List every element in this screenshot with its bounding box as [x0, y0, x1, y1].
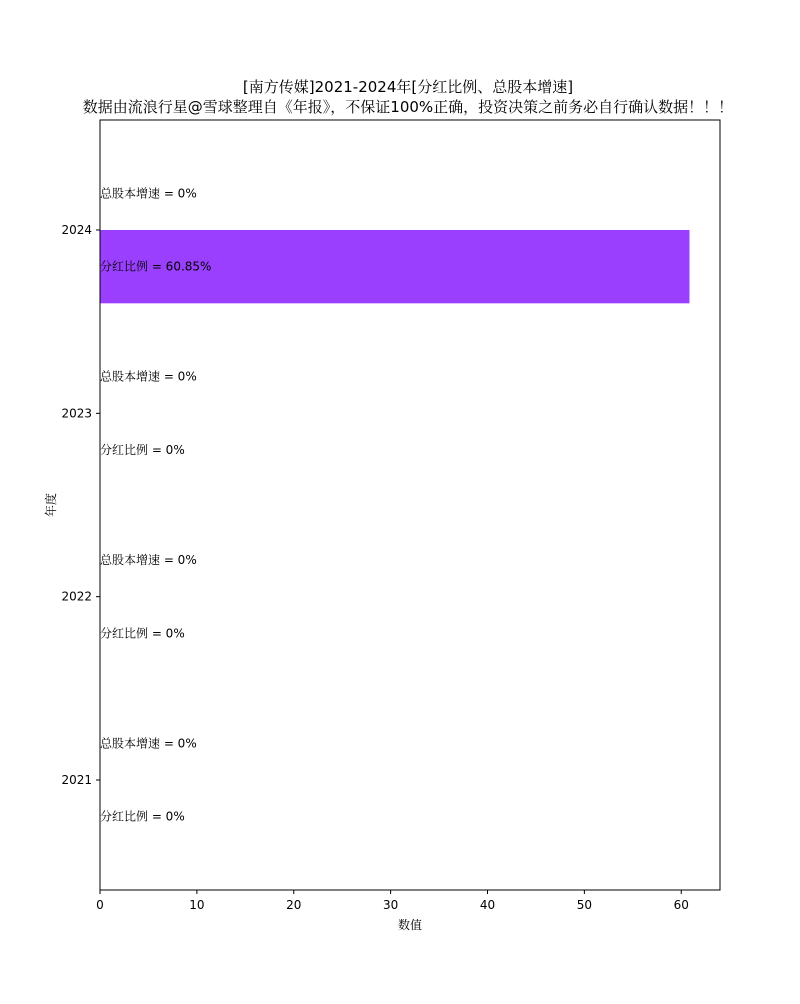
x-tick-label: 50 [576, 898, 593, 912]
y-tick-label: 2024 [61, 223, 92, 237]
x-tick-label: 60 [673, 898, 689, 912]
y-tick-label: 2021 [61, 773, 92, 787]
x-axis-label: 数值 [397, 918, 423, 932]
bar-data-label: 总股本增速 = 0% [100, 553, 197, 567]
bar-data-label: 分红比例 = 0% [100, 443, 185, 457]
x-tick-label: 0 [96, 898, 104, 912]
x-axis [96, 890, 689, 912]
bar-data-label: 分红比例 = 0% [100, 626, 185, 641]
y-tick-label: 2022 [61, 589, 92, 604]
y-axis-label: 年度 [44, 492, 58, 518]
y-axis [61, 223, 100, 787]
bar-data-label: 总股本增速 = 0% [100, 736, 197, 751]
y-tick-label: 2023 [61, 406, 92, 421]
x-tick-label: 30 [382, 898, 399, 912]
x-tick-label: 40 [479, 898, 496, 912]
bar-data-label: 总股本增速 = 0% [100, 186, 197, 201]
bar-data-label: 分红比例 = 0% [100, 809, 185, 824]
bar-data-label: 分红比例 = 60.85% [100, 259, 212, 274]
x-tick-label: 20 [286, 898, 302, 912]
chart-title: [南方传媒]2021-2024年[分红比例、总股本增速] [242, 78, 574, 96]
bar-data-label: 总股本增速 = 0% [100, 369, 197, 384]
chart-subtitle: 数据由流浪行星@雪球整理自《年报》，不保证100%正确，投资决策之前务必自行确认数据！！！ [82, 98, 734, 116]
x-tick-label: 10 [189, 898, 205, 912]
